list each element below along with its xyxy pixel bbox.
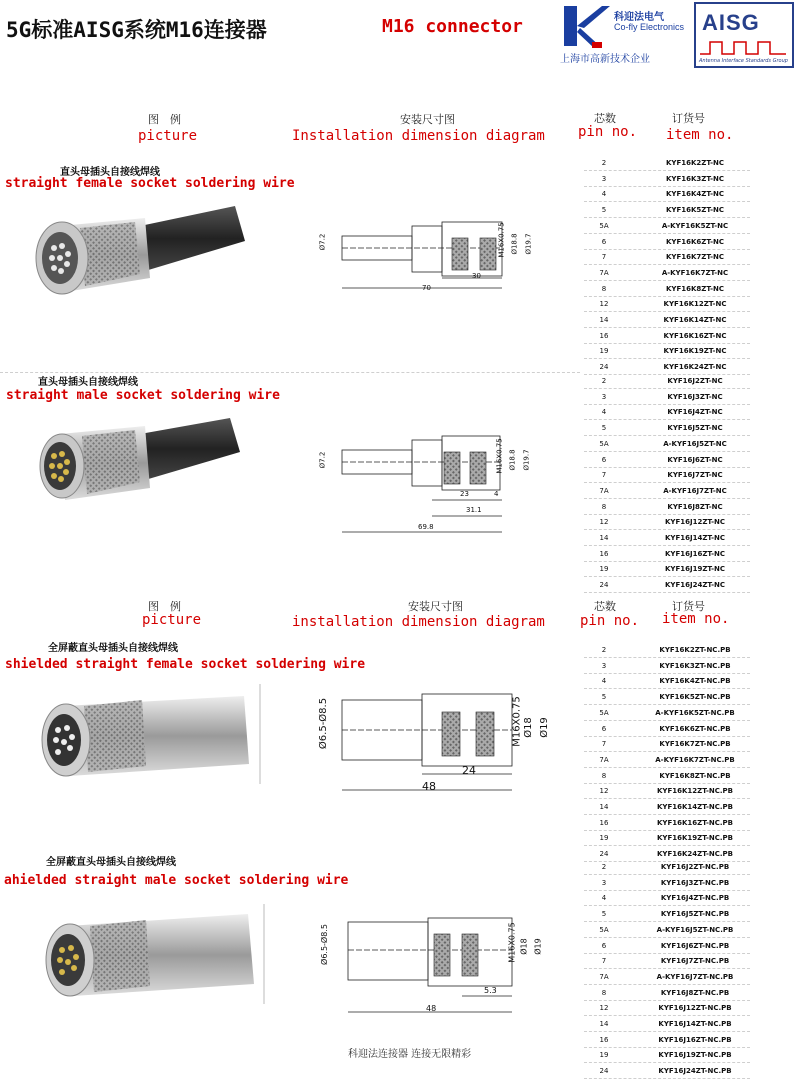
brand-name-cn: 科迎法电气: [614, 12, 664, 23]
item-number: KYF16K14ZT-NC.PB: [656, 803, 734, 811]
dim-d3: Ø18.8: [510, 233, 519, 255]
dim-l4: 31.1: [466, 506, 482, 514]
item-number: KYF16J4ZT-NC.PB: [660, 894, 730, 903]
row-divider: [584, 905, 750, 906]
item-number: KYF16J3ZT-NC: [667, 392, 723, 401]
product-4-caption-en: ahielded straight male socket soldering wire: [4, 873, 349, 888]
pin-count: 19: [599, 565, 609, 574]
row-divider: [584, 327, 750, 328]
item-number: KYF16J2ZT-NC: [667, 377, 723, 385]
row-divider: [584, 968, 750, 969]
pin-count: 14: [599, 534, 609, 542]
row-divider: [584, 1000, 750, 1001]
col-diagram-en: Installation dimension diagram: [292, 128, 545, 144]
pin-count: 16: [599, 331, 609, 340]
product-2-caption-cn: 直头母插头自接线焊线: [38, 377, 138, 388]
col-picture-cn: 图 例: [148, 113, 181, 126]
row-divider: [584, 736, 750, 737]
item-number: KYF16J7ZT-NC: [667, 471, 723, 480]
page-title: 5G标准AISG系统M16连接器: [6, 18, 267, 42]
row-divider: [584, 374, 750, 375]
row-divider: [584, 830, 750, 831]
pin-count: 8: [601, 771, 607, 780]
dim-d2: M16X0.75: [497, 222, 506, 258]
product-1-caption-cn: 直头母插头自接线焊线: [60, 167, 160, 178]
item-number: KYF16K16ZT-NC: [663, 331, 727, 340]
item-number: KYF16J14ZT-NC: [664, 534, 726, 542]
pin-count: 5: [601, 424, 607, 433]
item-number: KYF16J16ZT-NC.PB: [658, 1035, 732, 1044]
row-divider: [584, 343, 750, 344]
dim-l2: 69.8: [418, 523, 434, 531]
col-diagram-cn: 安装尺寸图: [408, 600, 463, 613]
pin-count: 5A: [599, 925, 609, 934]
product-4-drawing: [312, 910, 552, 1020]
row-divider: [584, 890, 750, 891]
item-number: KYF16K19ZT-NC: [663, 347, 727, 356]
row-divider: [584, 419, 750, 420]
pin-count: 4: [601, 677, 607, 686]
row-divider: [584, 751, 750, 752]
item-number: KYF16K5ZT-NC: [665, 206, 725, 215]
pin-count: 8: [601, 502, 607, 511]
col-pin-cn: 芯数: [594, 112, 616, 125]
row-divider: [584, 545, 750, 546]
dim-d1: Ø7.2: [318, 451, 327, 469]
row-divider: [584, 264, 750, 265]
item-number: KYF16J7ZT-NC.PB: [660, 957, 730, 966]
brand-name-en: Co-fly Electronics: [614, 22, 685, 32]
item-number: KYF16K19ZT-NC.PB: [656, 834, 734, 843]
row-divider: [584, 1062, 750, 1063]
pin-count: 5A: [599, 439, 609, 448]
item-number: KYF16J12ZT-NC: [664, 518, 726, 527]
row-divider: [584, 704, 750, 705]
pin-count: 7: [601, 957, 607, 966]
product-4-photo: [28, 900, 268, 1010]
item-number: KYF16K24ZT-NC.PB: [656, 850, 734, 859]
row-divider: [584, 688, 750, 689]
pin-count: 24: [599, 363, 609, 372]
aisg-subtext: Antenna Interface Standards Group: [699, 58, 788, 64]
item-number: A-KYF16K7ZT-NC.PB: [655, 755, 735, 764]
row-divider: [584, 482, 750, 483]
row-divider: [584, 514, 750, 515]
item-number: A-KYF16J7ZT-NC: [663, 486, 727, 495]
pin-count: 3: [601, 392, 607, 401]
row-divider: [584, 249, 750, 250]
item-number: A-KYF16J5ZT-NC: [663, 439, 727, 448]
pin-count: 6: [601, 455, 607, 464]
product-1-drawing: [312, 208, 542, 303]
item-number: KYF16J2ZT-NC.PB: [660, 863, 730, 871]
pin-count: 4: [601, 190, 607, 199]
pin-count: 12: [599, 1004, 609, 1013]
item-number: KYF16J5ZT-NC: [667, 424, 723, 433]
row-divider: [584, 311, 750, 312]
pin-count: 2: [601, 646, 607, 654]
item-number: KYF16K2ZT-NC: [665, 159, 725, 167]
pin-count: 5A: [599, 221, 609, 230]
pin-count: 24: [599, 581, 609, 590]
pin-count: 19: [599, 1051, 609, 1060]
co-fly-logo: [562, 2, 686, 64]
item-number: KYF16K12ZT-NC: [663, 300, 727, 309]
row-divider: [584, 388, 750, 389]
pin-count: 2: [601, 377, 607, 385]
item-number: A-KYF16K5ZT-NC: [661, 221, 729, 230]
row-divider: [584, 984, 750, 985]
row-divider: [584, 937, 750, 938]
item-number: KYF16K7ZT-NC: [665, 253, 725, 262]
row-divider: [584, 783, 750, 784]
row-divider: [584, 233, 750, 234]
pin-count: 6: [601, 941, 607, 950]
item-number: KYF16J14ZT-NC.PB: [658, 1020, 732, 1028]
dim-l2: 48: [426, 1004, 437, 1013]
item-number: A-KYF16K5ZT-NC.PB: [655, 708, 735, 717]
item-number: KYF16J4ZT-NC: [667, 408, 723, 417]
dim-d4: Ø19.7: [522, 449, 531, 471]
item-number: KYF16J24ZT-NC.PB: [658, 1067, 732, 1076]
col-picture-cn: 图 例: [148, 600, 181, 613]
item-number: KYF16J3ZT-NC.PB: [660, 878, 730, 887]
item-number: KYF16K24ZT-NC: [663, 363, 727, 372]
row-divider: [584, 1015, 750, 1016]
item-number: KYF16K7ZT-NC.PB: [659, 740, 731, 749]
pin-count: 6: [601, 237, 607, 246]
col-diagram-en: installation dimension diagram: [292, 614, 545, 630]
pin-count: 12: [599, 787, 609, 796]
col-pin-en: pin no.: [578, 124, 638, 140]
dim-d1: Ø6.5-Ø8.5: [319, 924, 329, 965]
row-divider: [584, 561, 750, 562]
footer-slogan: 科迎法连接器 连接无限精彩: [348, 1049, 472, 1060]
item-number: KYF16K5ZT-NC.PB: [659, 693, 731, 702]
item-number: KYF16K14ZT-NC: [663, 316, 727, 324]
dim-l1: 24: [462, 764, 476, 777]
col-item-cn: 订货号: [672, 600, 705, 613]
pin-count: 7A: [599, 268, 609, 277]
item-number: KYF16K16ZT-NC.PB: [656, 818, 734, 827]
item-number: A-KYF16K7ZT-NC: [661, 268, 729, 277]
row-divider: [584, 592, 750, 593]
page-title-en: M16 connector: [382, 16, 523, 37]
row-divider: [584, 280, 750, 281]
item-number: KYF16K4ZT-NC.PB: [659, 677, 731, 686]
pin-count: 7A: [599, 486, 609, 495]
row-divider: [584, 1031, 750, 1032]
item-number: KYF16J8ZT-NC.PB: [660, 988, 730, 997]
product-3-caption-cn: 全屏蔽直头母插头自接线焊线: [48, 643, 178, 654]
dim-d4: Ø19.7: [524, 233, 533, 255]
pin-count: 8: [601, 988, 607, 997]
item-number: KYF16K6ZT-NC: [665, 237, 725, 246]
col-picture-en: picture: [138, 128, 198, 144]
pin-count: 3: [601, 661, 607, 670]
dim-d1: Ø6.5-Ø8.5: [318, 697, 330, 750]
pin-count: 12: [599, 518, 609, 527]
item-number: KYF16K8ZT-NC.PB: [659, 771, 731, 780]
pin-count: 12: [599, 300, 609, 309]
pin-count: 7A: [599, 972, 609, 981]
row-divider: [584, 861, 750, 862]
row-divider: [584, 467, 750, 468]
pin-count: 3: [601, 878, 607, 887]
pin-count: 7: [601, 253, 607, 262]
dim-l3: 4: [494, 490, 499, 498]
aisg-wordmark: AISG: [702, 10, 760, 35]
dim-d2: M16X0.75: [511, 696, 523, 747]
pin-count: 7A: [599, 755, 609, 764]
row-divider: [584, 170, 750, 171]
item-number: KYF16J6ZT-NC: [667, 455, 723, 464]
pin-count: 16: [599, 818, 609, 827]
dim-l1: 30: [472, 272, 481, 280]
item-number: KYF16J24ZT-NC: [664, 581, 726, 590]
col-pin-en: pin no.: [580, 613, 640, 629]
aisg-logo: [694, 2, 794, 68]
pin-count: 5: [601, 910, 607, 919]
pin-count: 19: [599, 347, 609, 356]
item-number: KYF16K6ZT-NC.PB: [659, 724, 731, 733]
row-divider: [584, 358, 750, 359]
row-divider: [584, 576, 750, 577]
item-number: KYF16J19ZT-NC: [664, 565, 726, 574]
item-number: A-KYF16J7ZT-NC.PB: [656, 972, 734, 981]
row-divider: [584, 201, 750, 202]
col-picture-en: picture: [142, 612, 202, 628]
pin-count: 2: [601, 863, 607, 871]
row-divider: [584, 767, 750, 768]
pin-count: 16: [599, 549, 609, 558]
item-number: KYF16J12ZT-NC.PB: [658, 1004, 732, 1013]
pin-count: 7: [601, 471, 607, 480]
product-3-caption-en: shielded straight female socket soldering wire: [5, 657, 366, 672]
item-number: KYF16K3ZT-NC.PB: [659, 661, 731, 670]
pin-count: 14: [599, 803, 609, 811]
product-4-caption-cn: 全屏蔽直头母插头自接线焊线: [46, 857, 176, 868]
row-divider: [584, 953, 750, 954]
pin-count: 5: [601, 693, 607, 702]
row-divider: [584, 529, 750, 530]
pin-count: 14: [599, 316, 609, 324]
row-divider: [584, 673, 750, 674]
row-divider: [584, 845, 750, 846]
row-divider: [584, 217, 750, 218]
pin-count: 16: [599, 1035, 609, 1044]
col-pin-cn: 芯数: [594, 600, 616, 613]
aisg-antenna-icon: [700, 36, 788, 56]
col-item-en: item no.: [662, 611, 730, 627]
item-number: KYF16J8ZT-NC: [667, 502, 723, 511]
brand-tagline: 上海市高新技术企业: [560, 54, 650, 65]
dim-d4: Ø19: [538, 717, 550, 738]
product-1-photo: [20, 196, 250, 316]
pin-count: 3: [601, 174, 607, 183]
item-number: KYF16J19ZT-NC.PB: [658, 1051, 732, 1060]
item-number: KYF16K3ZT-NC: [665, 174, 725, 183]
row-divider: [584, 186, 750, 187]
product-2-caption-en: straight male socket soldering wire: [6, 388, 280, 403]
row-divider: [584, 451, 750, 452]
col-item-en: item no.: [666, 127, 734, 143]
item-number: KYF16K12ZT-NC.PB: [656, 787, 734, 796]
item-number: KYF16K4ZT-NC: [665, 190, 725, 199]
row-divider: [584, 657, 750, 658]
pin-count: 14: [599, 1020, 609, 1028]
pin-count: 4: [601, 408, 607, 417]
row-divider: [584, 296, 750, 297]
pin-count: 19: [599, 834, 609, 843]
pin-count: 4: [601, 894, 607, 903]
row-divider: [584, 404, 750, 405]
dim-d4: Ø19: [533, 938, 543, 955]
product-2-photo: [20, 408, 250, 518]
item-number: KYF16J6ZT-NC.PB: [660, 941, 730, 950]
item-number: KYF16J5ZT-NC.PB: [660, 910, 730, 919]
dim-l2: 48: [422, 780, 436, 793]
pin-count: 24: [599, 1067, 609, 1076]
dim-l2: 70: [422, 284, 431, 292]
product-1-caption-en: straight female socket soldering wire: [5, 176, 295, 191]
product-2-drawing: [312, 420, 542, 540]
item-number: KYF16K2ZT-NC.PB: [659, 646, 731, 654]
row-divider: [584, 874, 750, 875]
row-divider: [584, 498, 750, 499]
dim-d3: Ø18.8: [508, 449, 517, 471]
product-3-drawing: [312, 684, 552, 800]
item-number: A-KYF16J5ZT-NC.PB: [656, 925, 734, 934]
row-divider: [584, 921, 750, 922]
dim-l1: 23: [460, 490, 469, 498]
pin-count: 6: [601, 724, 607, 733]
row-divider: [584, 814, 750, 815]
product-3-photo: [24, 680, 264, 790]
pin-count: 2: [601, 159, 607, 167]
row-divider: [584, 1047, 750, 1048]
pin-count: 5: [601, 206, 607, 215]
row-divider: [584, 720, 750, 721]
dim-d2: M16X0.75: [495, 438, 504, 474]
dim-l1: 5.3: [484, 986, 497, 995]
dim-d2: M16X0.75: [507, 922, 517, 963]
pin-count: 5A: [599, 708, 609, 717]
item-number: KYF16K8ZT-NC: [665, 284, 725, 293]
pin-count: 7: [601, 740, 607, 749]
dim-d3: Ø18: [522, 717, 534, 738]
col-item-cn: 订货号: [672, 112, 705, 125]
item-number: KYF16J16ZT-NC: [664, 549, 726, 558]
row-divider: [584, 435, 750, 436]
row-divider: [584, 1078, 750, 1079]
dim-d1: Ø7.2: [318, 233, 327, 251]
pin-count: 24: [599, 850, 609, 859]
col-diagram-cn: 安装尺寸图: [400, 113, 455, 126]
row-divider: [584, 798, 750, 799]
dim-d3: Ø18: [519, 938, 529, 955]
pin-count: 8: [601, 284, 607, 293]
